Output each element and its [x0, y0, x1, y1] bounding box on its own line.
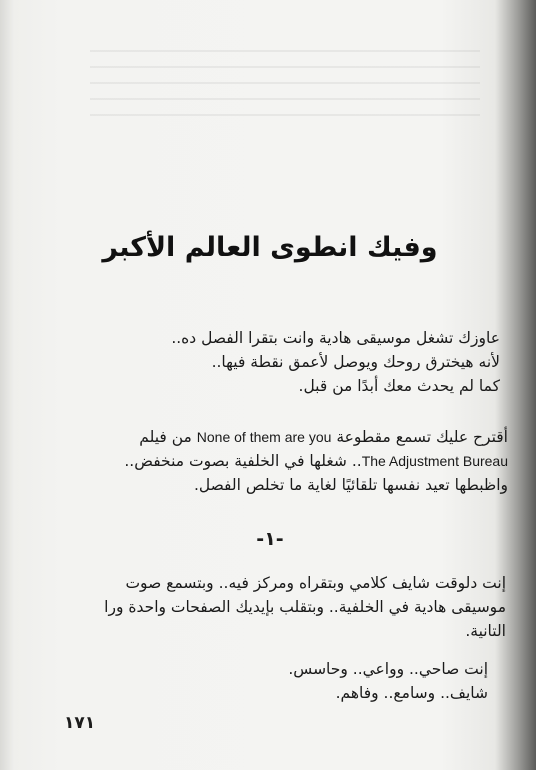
intro-line: عاوزك تشغل موسيقى هادية وانت بتقرا الفصل ده..: [171, 329, 500, 347]
body-paragraph: [36, 571, 506, 643]
chapter-title: وفيك انطوى العالم الأكبر: [102, 232, 438, 263]
film-name: The Adjustment Bureau: [361, 453, 508, 469]
page-number: ١٧١: [64, 713, 96, 733]
suggestion-line-2-text: .. شغلها في الخلفية بصوت منخفض..: [124, 452, 362, 470]
closing-line: إنت صاحي.. وواعي.. وحاسس.: [288, 660, 488, 678]
intro-line: كما لم يحدث معك أبدًا من قبل.: [298, 377, 500, 395]
body-line: موسيقى هادية في الخلفية.. وبتقلب بإيديك الصفحات واحدة ورا: [104, 598, 506, 616]
closing-paragraph: [68, 657, 488, 705]
bleed-through-text: [90, 50, 480, 120]
suggestion-suffix: من فيلم: [139, 428, 192, 446]
section-marker: -١-: [256, 528, 284, 550]
suggestion-line-3: واظبطها تعيد نفسها تلقائيًا لغاية ما تخلص الفصل.: [193, 476, 508, 494]
body-line: التانية.: [465, 622, 506, 640]
closing-line: شايف.. وسامع.. وفاهم.: [335, 684, 488, 702]
track-name: None of them are you: [196, 429, 332, 445]
suggestion-prefix: أقترح عليك تسمع مقطوعة: [336, 428, 508, 446]
suggestion-line-2: [48, 449, 508, 473]
body-line: إنت دلوقت شايف كلامي وبتقراه ومركز فيه.. وبتسمع صوت: [125, 574, 506, 592]
suggestion-line-1: [48, 425, 508, 449]
music-suggestion-paragraph: [48, 425, 508, 497]
intro-paragraph: [60, 326, 500, 398]
intro-line: لأنه هيخترق روحك ويوصل لأعمق نقطة فيها..: [211, 353, 500, 371]
